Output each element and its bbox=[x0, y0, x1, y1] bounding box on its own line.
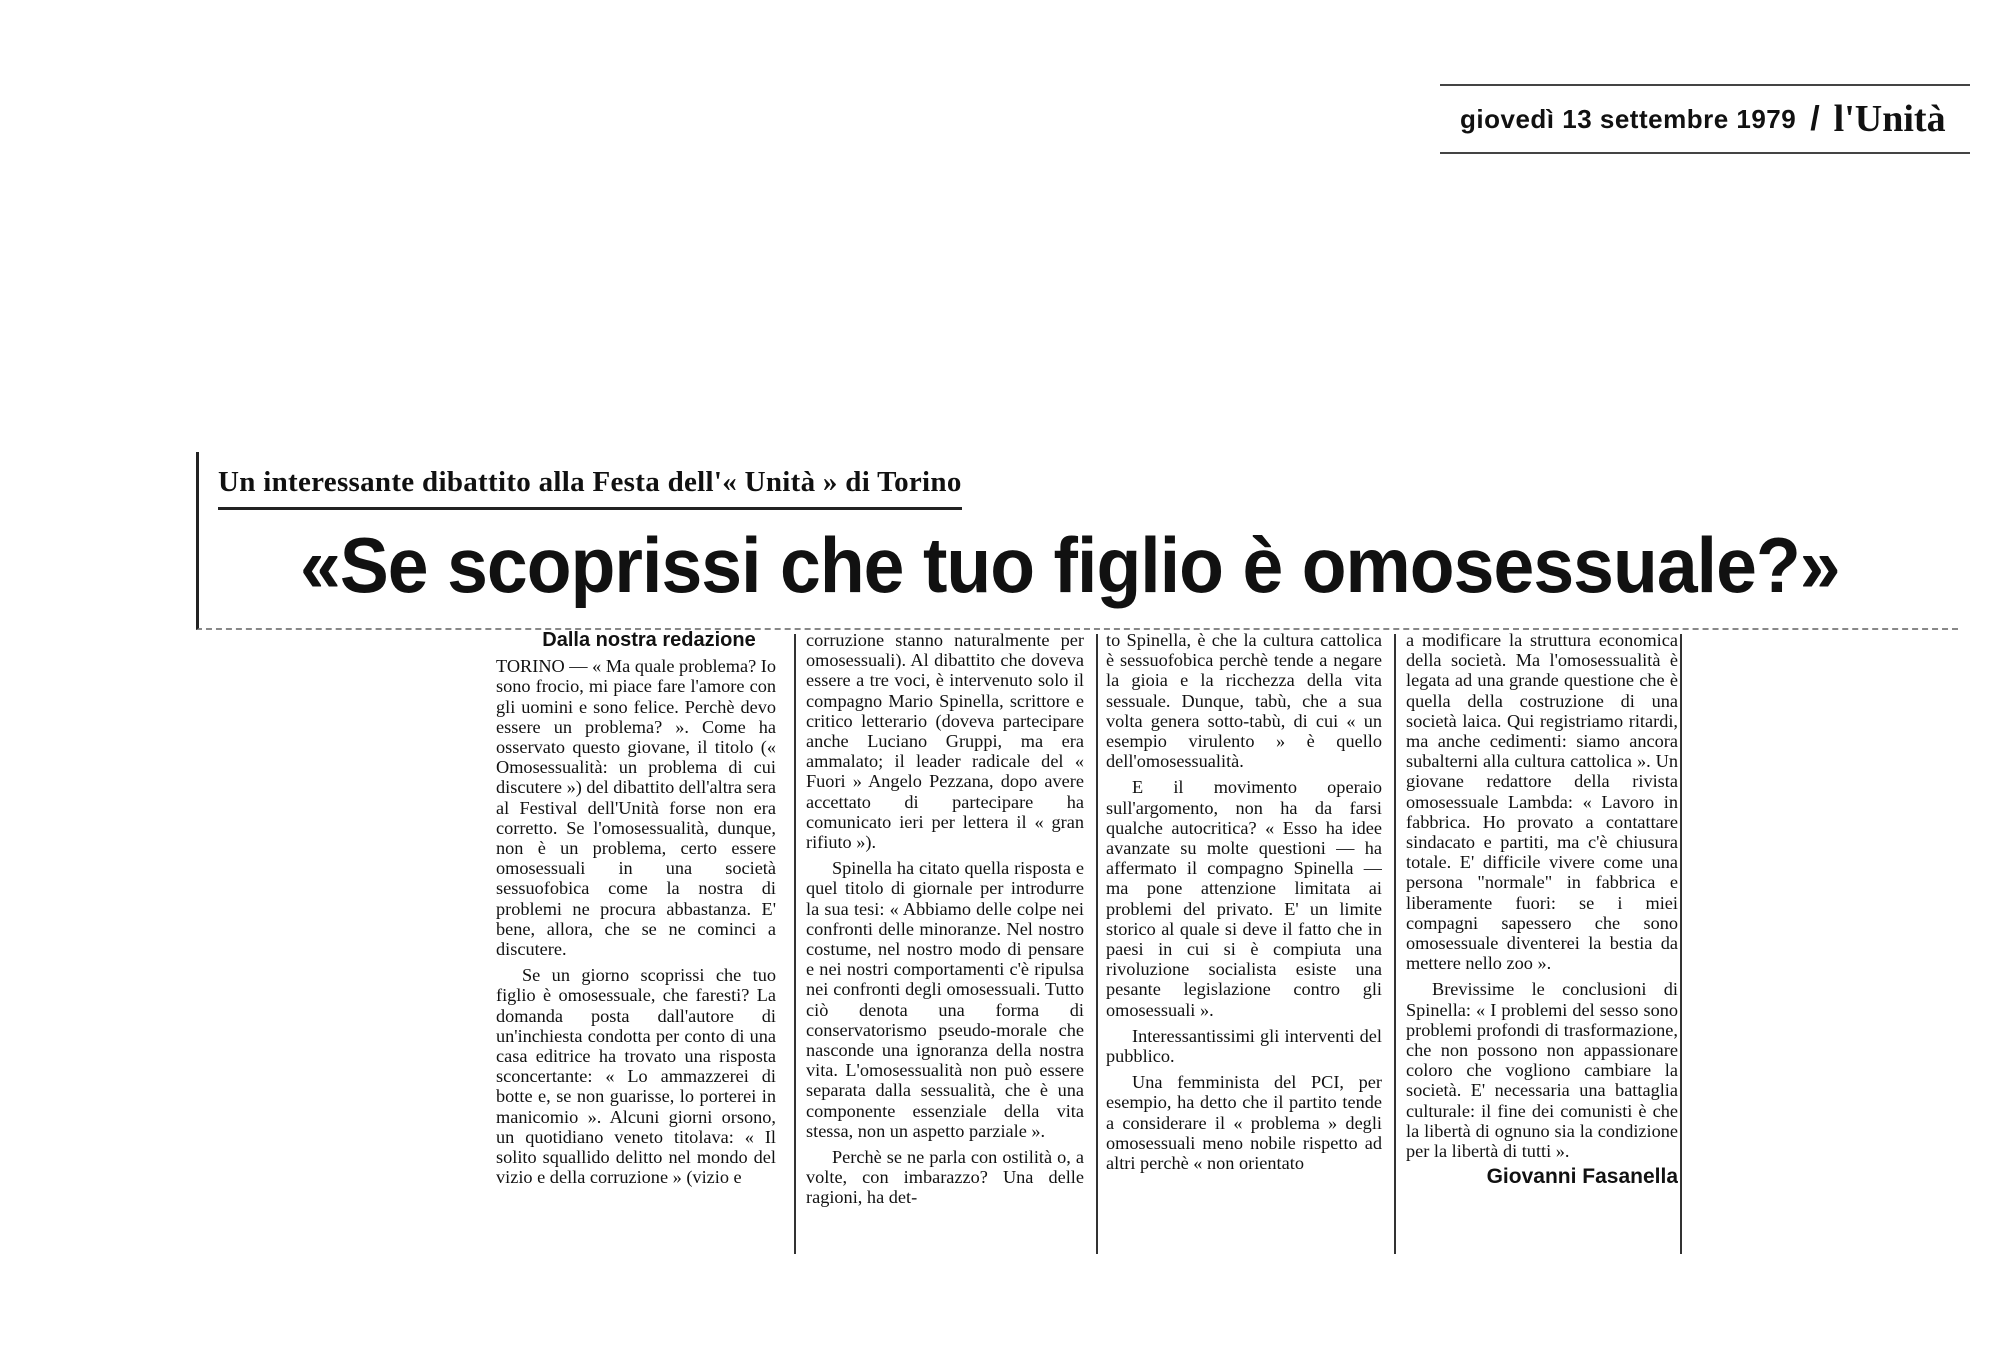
article-column-1 bbox=[496, 630, 776, 1256]
article-kicker: Un interessante dibattito alla Festa dell'« Unità » di Torino bbox=[218, 466, 962, 510]
paragraph: Brevissime le conclusioni di Spinella: « I problemi del sesso sono problemi profondi di trasformazione, che non possono non appassionare coloro che vogliono cambiare la società. E' necessaria una battaglia culturale: il fine dei comunisti è che la libertà di ognuno sia la condizione per la libertà di tutti ». bbox=[1406, 979, 1678, 1162]
article-column-3 bbox=[1106, 630, 1382, 1256]
masthead bbox=[1440, 84, 1970, 154]
author-signature: Giovanni Fasanella bbox=[1486, 1165, 1678, 1189]
masthead-separator: / bbox=[1810, 99, 1820, 138]
paragraph: Se un giorno scoprissi che tuo figlio è omosessuale, che faresti? La domanda posta dall'autore di un'inchiesta condotta per conto di una casa editrice ha trovato una risposta sconcertante: « Lo ammazzerei di botte e, se non guarisse, lo porterei in manicomio ». Alcuni giorni orsono, un quotidiano veneto titolava: « Il solito squallido delitto nel mondo del vizio e della corruzione » (vizio e bbox=[496, 965, 776, 1188]
paragraph: Perchè se ne parla con ostilità o, a volte, con imbarazzo? Una delle ragioni, ha det- bbox=[806, 1147, 1084, 1208]
paragraph: Una femminista del PCI, per esempio, ha detto che il partito tende a considerare il « problema » degli omosessuali meno nobile rispetto ad altri perchè « non orientato bbox=[1106, 1072, 1382, 1174]
article-subhead: Dalla nostra redazione bbox=[542, 630, 756, 651]
column-rule bbox=[1680, 634, 1682, 1254]
paragraph: Interessantissimi gli interventi del pubblico. bbox=[1106, 1025, 1382, 1067]
article-headline: «Se scoprissi che tuo figlio è omosessuale?» bbox=[300, 521, 1840, 609]
article-column-2 bbox=[806, 630, 1084, 1256]
newspaper-name: l'Unità bbox=[1833, 98, 1946, 140]
paragraph: Spinella ha citato quella risposta e quel titolo di giornale per introdurre la sua tesi: « Abbiamo delle colpe nei confronti delle minoranze. Nel nostro costume, nel nostro modo di pensare e nei nostri comportamenti c'è ripulsa nei confronti degli omosessuali. Tutto ciò denota una forma di conservatorismo pseudo-morale che nasconde una ignoranza della nostra vita. L'omosessualità non può essere separata dalla sessualità, che è una componente essenziale della vita stessa, non un aspetto parziale ». bbox=[806, 858, 1084, 1141]
article-body bbox=[496, 630, 1682, 1256]
masthead-date: giovedì 13 settembre 1979 bbox=[1460, 103, 1797, 134]
column-rule bbox=[794, 634, 796, 1254]
paragraph: E il movimento operaio sull'argomento, non ha da farsi qualche autocritica? « Esso ha idee avanzate su molte questioni — ha affermato il compagno Spinella — ma pone attenzione limitata ai problemi del privato. E' un limite storico al quale si deve il fatto che in paesi in cui si è compiuta una rivoluzione socialista esiste una pesante legislazione contro gli omosessuali ». bbox=[1106, 777, 1382, 1020]
column-rule bbox=[1096, 634, 1098, 1254]
article-column-4 bbox=[1406, 630, 1678, 1256]
paragraph: corruzione stanno naturalmente per omosessuali). Al dibattito che doveva essere a tre voci, è intervenuto solo il compagno Mario Spinella, scrittore e critico letterario (doveva partecipare anche Luciano Gruppi, ma era ammalato; il leader radicale del « Fuori » Angelo Pezzana, dopo avere accettato di partecipare ha comunicato ieri per lettera il « gran rifiuto »). bbox=[806, 630, 1084, 853]
paragraph: to Spinella, è che la cultura cattolica è sessuofobica perchè tende a negare la gioia e la ricchezza della vita sessuale. Dunque, tabù, che a sua volta genera sotto-tabù, di cui « un esempio virulento » è quello dell'omosessualità. bbox=[1106, 630, 1382, 772]
paragraph: TORINO — « Ma quale problema? Io sono frocio, mi piace fare l'amore con gli uomini e sono felice. Perchè devo essere un problema? ». Come ha osservato questo giovane, il titolo (« Omosessualità: un problema di cui discutere ») del dibattito dell'altra sera al Festival dell'Unità forse non era corretto. Se l'omosessualità, dunque, non è un problema, certo essere omosessuali in una società sessuofobica come la nostra di problemi ne procura abbastanza. E' bene, allora, che se ne cominci a discutere. bbox=[496, 656, 776, 960]
paragraph: a modificare la struttura economica della società. Ma l'omosessualità è legata ad una grande questione che è quella della costruzione di una società laica. Qui registriamo ritardi, ma anche cedimenti: siamo ancora subalterni alla cultura cattolica ». Un giovane redattore della rivista omosessuale Lambda: « Lavoro in fabbrica. Ho provato a contattare sindacato e partiti, ma c'è chiusura totale. E' difficile vivere come una persona "normale" in fabbrica e liberamente fuori: se i miei compagni sapessero che sono omosessuale diventerei la bestia da mettere nello zoo ». bbox=[1406, 630, 1678, 974]
column-rule bbox=[1394, 634, 1396, 1254]
